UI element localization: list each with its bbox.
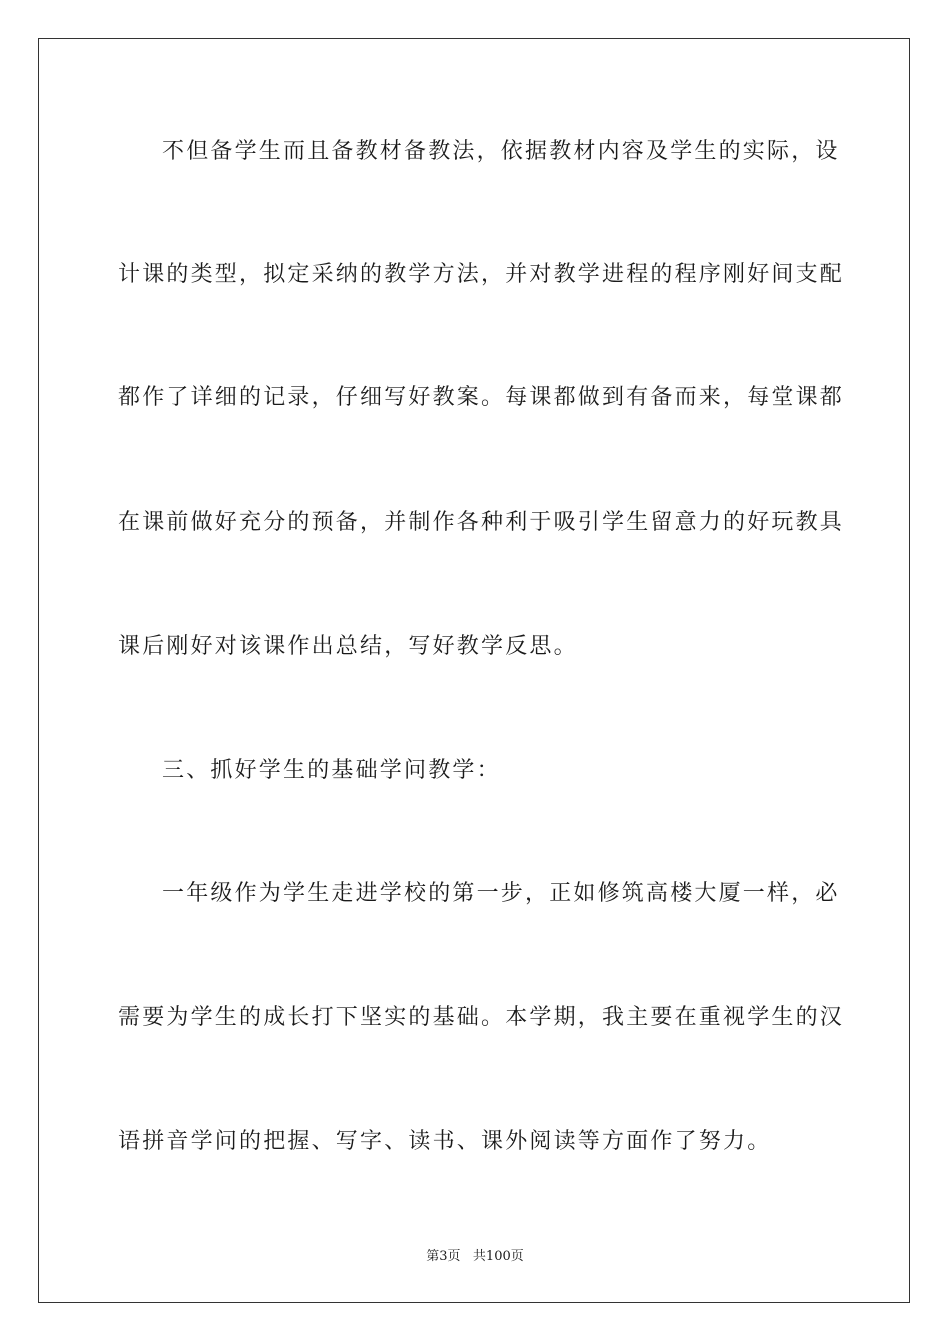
text-line-9: 语拼音学问的把握、写字、读书、课外阅读等方面作了努力。 — [118, 1129, 772, 1154]
text-line-4: 在课前做好充分的预备，并制作各种利于吸引学生留意力的好玩教具 — [118, 510, 845, 535]
text-line-2: 计课的类型，拟定采纳的教学方法，并对教学进程的程序刚好间支配 — [118, 262, 845, 287]
section-heading: 三、抓好学生的基础学问教学： — [162, 758, 501, 783]
text-line-5: 课后刚好对该课作出总结，写好教学反思。 — [118, 634, 578, 659]
text-line-3: 都作了详细的记录，仔细写好教案。每课都做到有备而来，每堂课都 — [118, 385, 845, 410]
text-line-7: 一年级作为学生走进学校的第一步，正如修筑高楼大厦一样，必 — [162, 881, 840, 906]
page-footer: 第3页 共100页 — [426, 1249, 524, 1264]
text-line-8: 需要为学生的成长打下坚实的基础。本学期，我主要在重视学生的汉 — [118, 1005, 845, 1030]
text-line-1: 不但备学生而且备教材备教法，依据教材内容及学生的实际，设 — [162, 139, 840, 164]
page-border — [38, 38, 910, 1303]
